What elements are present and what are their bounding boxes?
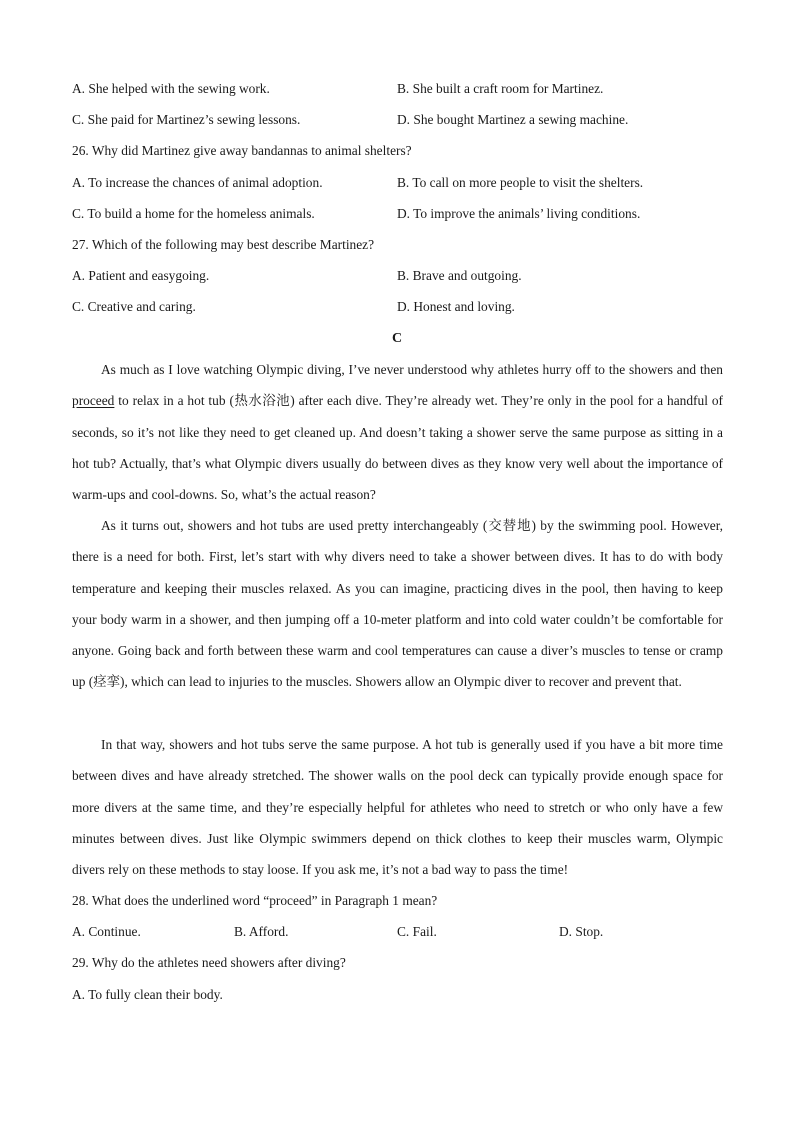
passage-paragraph-2: As it turns out, showers and hot tubs are used pretty interchangeably (交替地) by the swimming pool. However, there is a need for both. First, let’s start with why divers need to take a shower between dives. It has to do with body temperature and keeping their muscles relaxed. As you can imagine, practicing dives in the pool, then having to keep your body warm in a shower, and then jumping off a 10-meter platform and into cold water couldn’t be comfortable for anyone. Going back and forth between these warm and cool temperatures can cause a diver’s muscles to tense or cramp up (痉挛), which can lead to injuries to the muscles. Showers allow an Olympic diver to recover and prevent that.	[72, 518, 723, 690]
q26-option-d: D. To improve the animals’ living conditions.	[397, 206, 641, 221]
q29-option-a: A. To fully clean their body.	[72, 987, 223, 1002]
q25-option-b: B. She built a craft room for Martinez.	[397, 81, 604, 96]
passage-paragraph-3: In that way, showers and hot tubs serve the same purpose. A hot tub is generally used if you have a bit more time between dives and have already stretched. The shower walls on the pool deck can typically provide enough space for more divers at the same time, and they’re especially helpful for athletes who need to stretch or who only have a few minutes between dives. Just like Olympic swimmers depend on thick clothes to keep their muscles warm, Olympic divers rely on these methods to stay loose. If you ask me, it’s not a bad way to pass the time!	[72, 737, 723, 878]
q27-option-b: B. Brave and outgoing.	[397, 268, 522, 283]
q27-option-a: A. Patient and easygoing.	[72, 268, 210, 283]
q28-stem: 28. What does the underlined word “proceed” in Paragraph 1 mean?	[72, 893, 438, 908]
passage-paragraph-1	[72, 354, 723, 510]
q27-option-d: D. Honest and loving.	[397, 299, 515, 314]
p1-text-after: to relax in a hot tub (热水浴池) after each dive. They’re already wet. They’re only in the pool for a handful of seconds, so it’s not like they need to get cleaned up. And doesn’t taking a shower serve the same purpose as sitting in a hot tub? Actually, that’s what Olympic divers usually do between dives as they know very well about the importance of warm-ups and cool-downs. So, what’s the actual reason?	[72, 393, 723, 503]
q29-stem: 29. Why do the athletes need showers after diving?	[72, 955, 346, 970]
q26-option-c: C. To build a home for the homeless animals.	[72, 206, 315, 221]
underlined-word: proceed	[72, 393, 115, 409]
q25-option-a: A. She helped with the sewing work.	[72, 81, 270, 96]
q25-option-d: D. She bought Martinez a sewing machine.	[397, 112, 629, 127]
p1-text-before: As much as I love watching Olympic diving, I’ve never understood why athletes hurry off to the showers and then	[101, 362, 723, 377]
q26-stem: 26. Why did Martinez give away bandannas to animal shelters?	[72, 143, 412, 158]
q27-stem: 27. Which of the following may best describe Martinez?	[72, 237, 375, 252]
section-heading: C	[391, 331, 403, 346]
q28-option-d: D. Stop.	[559, 924, 604, 939]
q28-option-c: C. Fail.	[397, 924, 437, 939]
q28-option-a: A. Continue.	[72, 924, 141, 939]
q26-option-b: B. To call on more people to visit the shelters.	[397, 175, 644, 190]
q28-option-b: B. Afford.	[234, 924, 289, 939]
q25-option-c: C. She paid for Martinez’s sewing lessons.	[72, 112, 301, 127]
q26-option-a: A. To increase the chances of animal adoption.	[72, 175, 323, 190]
q27-option-c: C. Creative and caring.	[72, 299, 196, 314]
